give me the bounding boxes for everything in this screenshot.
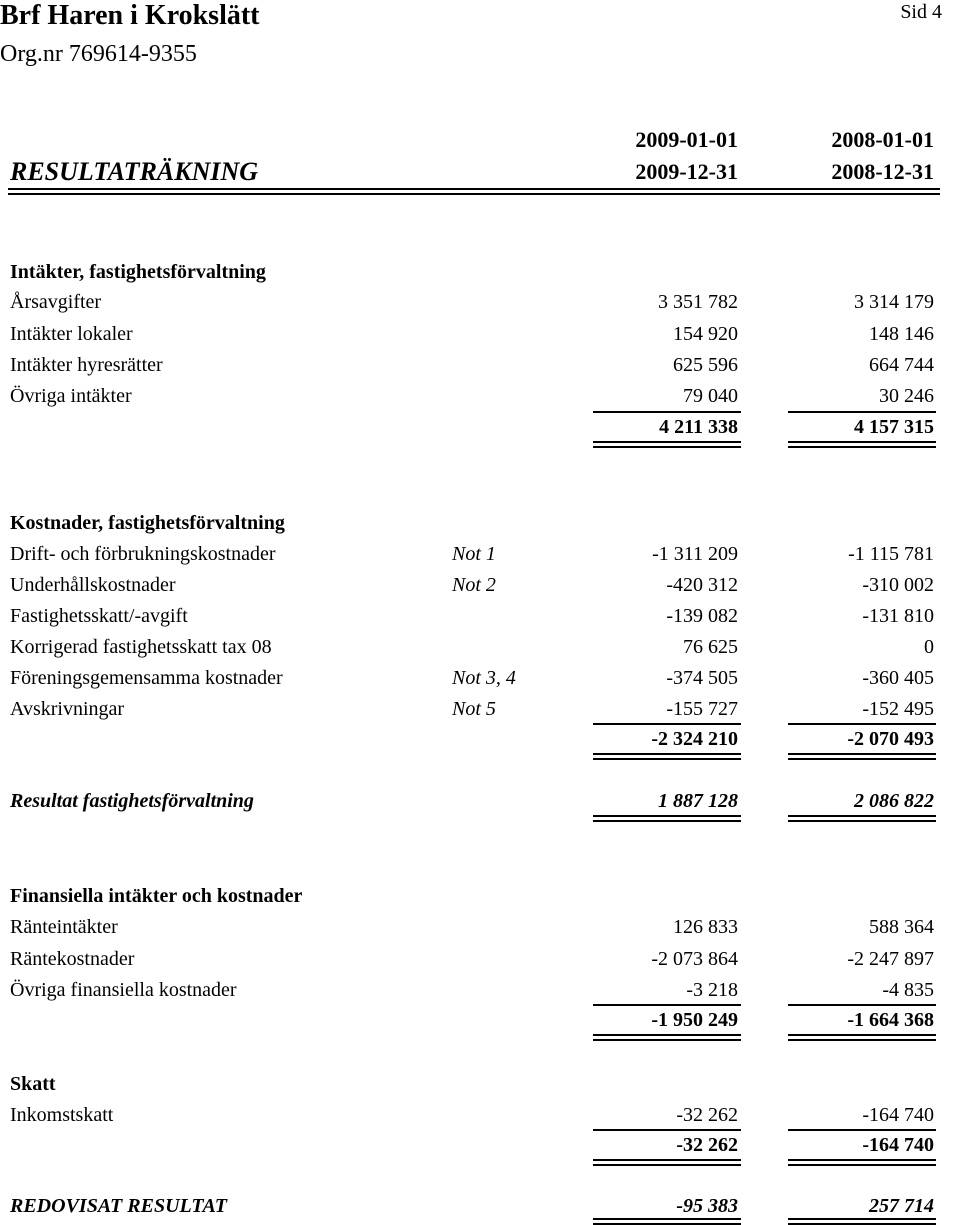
income-row-2008: 30 246 [879,385,934,407]
income-total-2008: 4 157 315 [854,416,934,438]
income-row-label: Intäkter hyresrätter [10,354,163,376]
costs-row-2009: 76 625 [683,636,738,658]
financial-row-2009: -3 218 [686,979,738,1001]
income-total-double-rule-2008 [788,441,936,448]
financial-row-2008: -4 835 [882,979,934,1001]
tax-subtotal-rule-2009 [593,1129,741,1131]
costs-row-label: Föreningsgemensamma kostnader [10,667,283,689]
costs-row-2008: -360 405 [862,667,934,689]
costs-row-2008: -1 115 781 [848,543,934,565]
financial-row-2009: 126 833 [673,916,738,938]
net-result-double-rule-2008 [788,1218,936,1225]
tax-row-label: Inkomstskatt [10,1104,114,1126]
financial-total-double-rule-2009 [593,1034,741,1041]
operating-result-2009: 1 887 128 [658,790,738,812]
income-row-label: Årsavgifter [10,291,102,313]
costs-row-note: Not 1 [452,543,496,565]
costs-heading: Kostnader, fastighetsförvaltning [10,512,285,534]
costs-row-2009: -139 082 [666,605,738,627]
income-row-label: Intäkter lokaler [10,323,133,345]
income-row-2009: 3 351 782 [658,291,738,313]
page-number: Sid 4 [900,1,942,23]
tax-total-double-rule-2009 [593,1159,741,1166]
financial-total-2008: -1 664 368 [847,1009,934,1031]
costs-row-2008: -310 002 [862,574,934,596]
income-subtotal-rule-2008 [788,411,936,413]
costs-total-double-rule-2009 [593,753,741,760]
income-subtotal-rule-2009 [593,411,741,413]
income-row-2009: 79 040 [683,385,738,407]
costs-row-label: Underhållskostnader [10,574,176,596]
income-row-2008: 148 146 [869,323,934,345]
income-row-2009: 625 596 [673,354,738,376]
net-result-double-rule-2009 [593,1218,741,1225]
tax-total-double-rule-2008 [788,1159,936,1166]
costs-row-2009: -374 505 [666,667,738,689]
costs-row-label: Avskrivningar [10,698,125,720]
financial-row-2009: -2 073 864 [651,948,738,970]
income-row-2009: 154 920 [673,323,738,345]
org-number: Org.nr 769614-9355 [0,41,197,67]
period-2009-end: 2009-12-31 [635,159,738,184]
costs-row-2009: -1 311 209 [652,543,738,565]
operating-result-label: Resultat fastighetsförvaltning [10,790,254,812]
costs-row-2008: -131 810 [862,605,934,627]
financial-heading: Finansiella intäkter och kostnader [10,885,303,907]
costs-row-2008: -152 495 [862,698,934,720]
financial-subtotal-rule-2008 [788,1004,936,1006]
financial-row-2008: 588 364 [869,916,934,938]
net-result-label: REDOVISAT RESULTAT [10,1195,227,1217]
tax-heading: Skatt [10,1073,56,1095]
income-total-2009: 4 211 338 [659,416,738,438]
costs-row-label: Fastighetsskatt/-avgift [10,605,188,627]
costs-row-2008: 0 [924,636,934,658]
costs-row-note: Not 3, 4 [452,667,516,689]
tax-row-2008: -164 740 [862,1104,934,1126]
income-heading: Intäkter, fastighetsförvaltning [10,261,266,283]
period-2008-end: 2008-12-31 [831,159,934,184]
costs-row-note: Not 2 [452,574,496,596]
costs-row-2009: -420 312 [666,574,738,596]
income-row-2008: 664 744 [869,354,934,376]
costs-row-note: Not 5 [452,698,496,720]
costs-total-2009: -2 324 210 [651,728,738,750]
financial-row-label: Räntekostnader [10,948,135,970]
operating-result-2008: 2 086 822 [854,790,934,812]
costs-subtotal-rule-2008 [788,723,936,725]
net-result-2008: 257 714 [869,1195,934,1217]
costs-row-label: Korrigerad fastighetsskatt tax 08 [10,636,272,658]
statement-title: RESULTATRÄKNING [10,157,259,186]
operating-result-double-rule-2009 [593,815,741,822]
operating-result-double-rule-2008 [788,815,936,822]
period-2008-start: 2008-01-01 [831,127,934,152]
financial-row-label: Ränteintäkter [10,916,118,938]
tax-row-2009: -32 262 [676,1104,738,1126]
costs-row-label: Drift- och förbrukningskostnader [10,543,276,565]
costs-subtotal-rule-2009 [593,723,741,725]
tax-total-2008: -164 740 [862,1134,934,1156]
net-result-2009: -95 383 [676,1195,738,1217]
org-name: Brf Haren i Krokslätt [0,0,260,31]
costs-total-double-rule-2008 [788,753,936,760]
header-double-rule [8,188,940,195]
financial-row-label: Övriga finansiella kostnader [10,979,237,1001]
financial-row-2008: -2 247 897 [847,948,934,970]
costs-total-2008: -2 070 493 [847,728,934,750]
income-total-double-rule-2009 [593,441,741,448]
tax-subtotal-rule-2008 [788,1129,936,1131]
costs-row-2009: -155 727 [666,698,738,720]
income-row-label: Övriga intäkter [10,385,132,407]
financial-total-double-rule-2008 [788,1034,936,1041]
financial-total-2009: -1 950 249 [651,1009,738,1031]
tax-total-2009: -32 262 [676,1134,738,1156]
financial-subtotal-rule-2009 [593,1004,741,1006]
income-row-2008: 3 314 179 [854,291,934,313]
period-2009-start: 2009-01-01 [635,127,738,152]
